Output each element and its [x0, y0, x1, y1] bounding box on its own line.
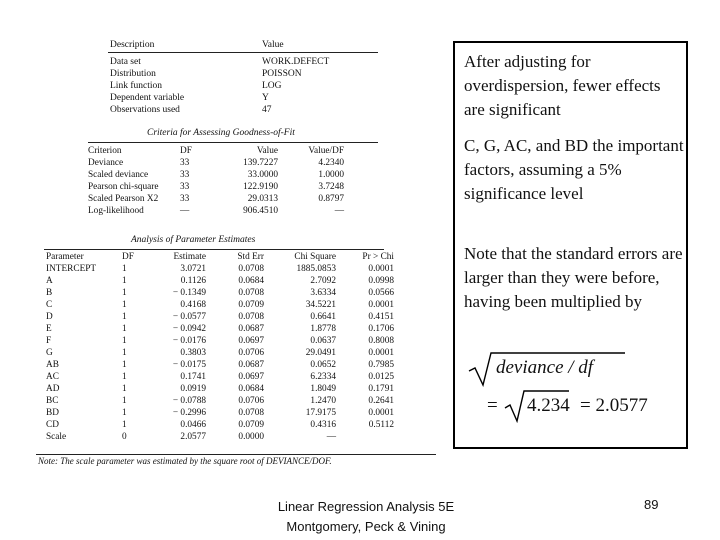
- params-cell: 1: [122, 299, 127, 310]
- params-cell: 0: [122, 431, 127, 442]
- params-cell: 0.0687: [238, 323, 264, 334]
- params-cell: 0.0706: [238, 347, 264, 358]
- gof-cell: 4.2340: [318, 157, 344, 168]
- summary-value: Y: [262, 93, 269, 103]
- params-cell: D: [46, 311, 53, 322]
- params-cell: 0.3803: [180, 347, 206, 358]
- params-cell: − 0.0175: [172, 359, 206, 370]
- params-cell: 0.4316: [310, 419, 336, 430]
- params-cell: BC: [46, 395, 59, 406]
- summary-label: Dependent variable: [110, 93, 185, 103]
- gof-col-header: Value/DF: [308, 145, 344, 156]
- params-cell: − 0.2996: [172, 407, 206, 418]
- params-cell: G: [46, 347, 53, 358]
- params-cell: AB: [46, 359, 59, 370]
- commentary-standard-errors: Note that the standard errors are larger than they were before, having been multiplied by: [464, 244, 683, 311]
- params-row: [44, 431, 396, 443]
- summary-header-label: Description: [110, 40, 155, 50]
- gof-col-header: Value: [256, 145, 278, 156]
- params-row: [44, 263, 396, 275]
- formula-result: = 2.0577: [580, 395, 648, 416]
- params-cell: B: [46, 287, 53, 298]
- params-col-header: DF: [122, 251, 134, 262]
- params-cell: 1.8778: [310, 323, 336, 334]
- gof-cell: Log-likelihood: [88, 205, 144, 216]
- gof-col-header: Criterion: [88, 145, 122, 156]
- params-cell: 0.0998: [368, 275, 394, 286]
- params-cell: − 0.0942: [172, 323, 206, 334]
- params-row: [44, 407, 396, 419]
- params-caption: Analysis of Parameter Estimates: [131, 235, 256, 245]
- params-cell: 0.1791: [368, 383, 394, 394]
- summary-value: WORK.DEFECT: [262, 57, 330, 67]
- params-cell: 1: [122, 311, 127, 322]
- summary-rule: [108, 52, 378, 53]
- slide-footer: [266, 497, 466, 537]
- params-cell: 0.1741: [180, 371, 206, 382]
- params-cell: 0.1126: [180, 275, 206, 286]
- params-header-row: [44, 251, 396, 263]
- params-cell: 0.8008: [368, 335, 394, 346]
- params-col-header: Parameter: [46, 251, 84, 262]
- gof-cell: 1.0000: [318, 169, 344, 180]
- gof-cell: 33.0000: [247, 169, 278, 180]
- gof-cell: 122.9190: [243, 181, 278, 192]
- params-cell: 1: [122, 407, 127, 418]
- params-row: [44, 371, 396, 383]
- params-cell: 0.0637: [310, 335, 336, 346]
- params-cell: 1: [122, 263, 127, 274]
- params-cell: 6.2334: [310, 371, 336, 382]
- gof-row: [86, 181, 346, 193]
- params-col-header: Chi Square: [294, 251, 336, 262]
- params-cell: AC: [46, 371, 59, 382]
- params-cell: 0.7985: [368, 359, 394, 370]
- params-cell: 0.4151: [368, 311, 394, 322]
- params-cell: 0.0708: [238, 407, 264, 418]
- params-cell: 17.9175: [305, 407, 336, 418]
- params-cell: A: [46, 275, 53, 286]
- params-cell: 0.6641: [310, 311, 336, 322]
- params-cell: − 0.0577: [172, 311, 206, 322]
- params-cell: Scale: [46, 431, 67, 442]
- gof-table: [86, 145, 346, 217]
- summary-label: Data set: [110, 57, 141, 67]
- params-cell: 0.0697: [238, 335, 264, 346]
- params-cell: C: [46, 299, 53, 310]
- params-cell: CD: [46, 419, 59, 430]
- gof-cell: 139.7227: [243, 157, 278, 168]
- params-col-header: Estimate: [173, 251, 206, 262]
- params-body: [44, 263, 396, 443]
- params-cell: 0.0001: [368, 263, 394, 274]
- summary-value: LOG: [262, 81, 282, 91]
- params-cell: —: [326, 431, 336, 442]
- gof-cell: 906.4510: [243, 205, 278, 216]
- params-row: [44, 311, 396, 323]
- params-cell: 1: [122, 335, 127, 346]
- params-cell: BD: [46, 407, 59, 418]
- params-cell: 0.0708: [238, 311, 264, 322]
- params-cell: 1: [122, 383, 127, 394]
- params-cell: 0.0697: [238, 371, 264, 382]
- params-cell: 0.0566: [368, 287, 394, 298]
- params-cell: 2.7092: [310, 275, 336, 286]
- params-cell: 1.2470: [310, 395, 336, 406]
- gof-cell: 29.0313: [247, 193, 278, 204]
- summary-label: Link function: [110, 81, 162, 91]
- params-cell: 0.0708: [238, 263, 264, 274]
- commentary-box: [453, 41, 688, 449]
- params-cell: 1: [122, 395, 127, 406]
- summary-value: 47: [262, 105, 272, 115]
- gof-cell: Scaled Pearson X2: [88, 193, 159, 204]
- params-cell: 0.0125: [368, 371, 394, 382]
- footer-authors: Montgomery, Peck & Vining: [286, 519, 446, 534]
- formula-deviance-df: deviance / df: [496, 357, 594, 378]
- params-top-rule: [44, 249, 384, 250]
- params-cell: 0.0001: [368, 407, 394, 418]
- params-cell: INTERCEPT: [46, 263, 97, 274]
- params-cell: 1.8049: [310, 383, 336, 394]
- gof-cell: Scaled deviance: [88, 169, 149, 180]
- params-row: [44, 323, 396, 335]
- gof-cell: Deviance: [88, 157, 124, 168]
- formula-radicand: 4.234: [527, 395, 570, 416]
- params-col-header: Pr > Chi: [362, 251, 394, 262]
- params-cell: 0.0684: [238, 275, 264, 286]
- params-cell: 1: [122, 275, 127, 286]
- params-cell: 1: [122, 287, 127, 298]
- commentary-important-factors: C, G, AC, and BD the important factors, assuming a 5% significance level: [464, 136, 684, 203]
- params-row: [44, 287, 396, 299]
- params-cell: 1: [122, 419, 127, 430]
- gof-cell: 33: [180, 169, 190, 180]
- params-row: [44, 419, 396, 431]
- params-cell: 1885.0853: [296, 263, 336, 274]
- params-cell: 0.0709: [238, 419, 264, 430]
- params-cell: 0.0652: [310, 359, 336, 370]
- params-row: [44, 359, 396, 371]
- params-cell: 0.4168: [180, 299, 206, 310]
- gof-cell: —: [180, 205, 190, 216]
- params-row: [44, 347, 396, 359]
- params-cell: − 0.0176: [172, 335, 206, 346]
- params-cell: 0.0001: [368, 347, 394, 358]
- params-cell: AD: [46, 383, 60, 394]
- gof-cell: 33: [180, 181, 190, 192]
- gof-cell: Pearson chi-square: [88, 181, 159, 192]
- params-cell: 0.0687: [238, 359, 264, 370]
- params-cell: − 0.0788: [172, 395, 206, 406]
- summary-label: Observations used: [110, 105, 180, 115]
- params-cell: − 0.1349: [172, 287, 206, 298]
- params-row: [44, 335, 396, 347]
- params-table: [44, 251, 396, 443]
- gof-top-rule: [88, 142, 378, 143]
- params-cell: 3.6334: [310, 287, 336, 298]
- gof-cell: —: [334, 205, 344, 216]
- params-cell: 0.0684: [238, 383, 264, 394]
- gof-cell: 33: [180, 157, 190, 168]
- params-cell: [338, 431, 396, 443]
- params-cell: 1: [122, 347, 127, 358]
- params-cell: 0.0709: [238, 299, 264, 310]
- gof-col-header: DF: [180, 145, 192, 156]
- gof-row: [86, 193, 346, 205]
- params-cell: E: [46, 323, 52, 334]
- params-cell: 0.0466: [180, 419, 206, 430]
- params-cell: 0.0708: [238, 287, 264, 298]
- params-cell: 2.0577: [180, 431, 206, 442]
- summary-value: POISSON: [262, 69, 302, 79]
- params-cell: 0.5112: [368, 419, 394, 430]
- summary-header-value: Value: [262, 40, 284, 50]
- note-rule: [36, 454, 436, 455]
- scale-note: Note: The scale parameter was estimated by the square root of DEVIANCE/DOF.: [38, 456, 332, 466]
- params-cell: 0.0919: [180, 383, 206, 394]
- params-col-header: Std Err: [237, 251, 264, 262]
- params-cell: 34.5221: [305, 299, 336, 310]
- gof-caption: Criteria for Assessing Goodness-of-Fit: [147, 128, 295, 138]
- gof-header-row: [86, 145, 346, 157]
- gof-row: [86, 205, 346, 217]
- params-cell: 29.0491: [305, 347, 336, 358]
- params-cell: 0.0000: [238, 431, 264, 442]
- params-cell: 0.1706: [368, 323, 394, 334]
- params-cell: 0.2641: [368, 395, 394, 406]
- summary-label: Distribution: [110, 69, 156, 79]
- gof-row: [86, 169, 346, 181]
- gof-cell: 0.8797: [318, 193, 344, 204]
- params-row: [44, 395, 396, 407]
- params-row: [44, 275, 396, 287]
- params-cell: F: [46, 335, 52, 346]
- gof-cell: 33: [180, 193, 190, 204]
- page-number: 89: [644, 497, 659, 512]
- params-cell: 0.0001: [368, 299, 394, 310]
- params-cell: 3.0721: [180, 263, 206, 274]
- params-row: [44, 383, 396, 395]
- footer-book-title: Linear Regression Analysis 5E: [277, 499, 455, 514]
- params-cell: 1: [122, 359, 127, 370]
- sas-output-scan: [30, 30, 440, 475]
- params-cell: 1: [122, 323, 127, 334]
- gof-row: [86, 157, 346, 169]
- params-cell: 0.0706: [238, 395, 264, 406]
- formula-equals: =: [487, 395, 498, 416]
- gof-cell: 3.7248: [318, 181, 344, 192]
- params-row: [44, 299, 396, 311]
- params-cell: 1: [122, 371, 127, 382]
- commentary-overdispersion: After adjusting for overdispersion, fewer effects are significant: [464, 52, 661, 119]
